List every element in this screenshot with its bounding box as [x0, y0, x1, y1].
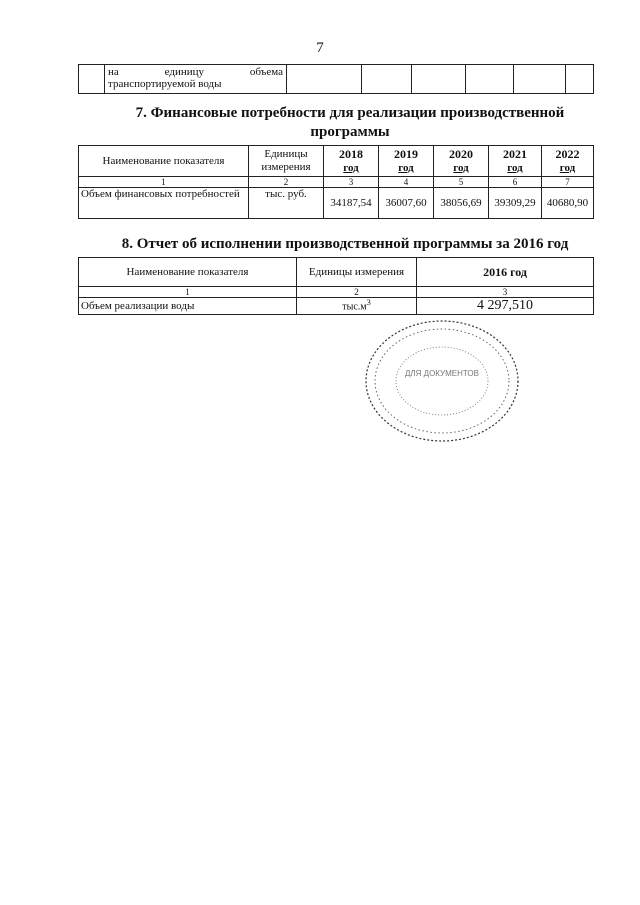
column-header-year: 2019 год — [379, 146, 434, 177]
column-header-name: Наименование показателя — [79, 258, 297, 287]
row-value: 39309,29 — [489, 188, 542, 219]
column-number: 2 — [297, 287, 417, 298]
column-number: 6 — [489, 177, 542, 188]
section7-title: 7. Финансовые потребности для реализации производственной программы — [135, 105, 565, 140]
column-number: 3 — [324, 177, 379, 188]
table-row — [79, 298, 594, 315]
section8-title: 8. Отчет об исполнении производственной программы за 2016 год — [121, 236, 569, 252]
row-value: 4 297,510 — [417, 298, 594, 315]
table-cell — [566, 65, 594, 94]
column-number: 3 — [417, 287, 594, 298]
column-header-unit: Единицы измерения — [297, 258, 417, 287]
column-header-name: Наименование показателя — [79, 146, 249, 177]
table-cell — [287, 65, 362, 94]
official-stamp — [362, 318, 522, 444]
row-name: Объем финансовых потребностей — [79, 188, 249, 219]
row-unit: $тыс.м^3$ — [297, 298, 417, 315]
column-number-row — [79, 177, 594, 188]
stamp-text: ДЛЯ ДОКУМЕНТОВ — [404, 369, 480, 378]
column-number: 7 — [542, 177, 594, 188]
row-unit: тыс. руб. — [249, 188, 324, 219]
column-number: 4 — [379, 177, 434, 188]
table-cell — [412, 65, 466, 94]
table-cell — [79, 65, 105, 94]
column-number: 1 — [79, 287, 297, 298]
row-value: 40680,90 — [542, 188, 594, 219]
column-header-value: 2016 год — [417, 258, 594, 287]
table-header-row — [79, 258, 594, 287]
row-value: 38056,69 — [434, 188, 489, 219]
column-header-year: 2021 год — [489, 146, 542, 177]
continuation-row-label: на единицу объема транспортируемой воды — [105, 65, 287, 94]
page-number: 7 — [316, 40, 324, 56]
column-header-year: 2022 год — [542, 146, 594, 177]
column-header-year: 2018 год — [324, 146, 379, 177]
column-number: 5 — [434, 177, 489, 188]
row-value: 34187,54 — [324, 188, 379, 219]
table-cell — [466, 65, 514, 94]
column-number: 1 — [79, 177, 249, 188]
column-header-unit: Единицы измерения — [249, 146, 324, 177]
column-number-row — [79, 287, 594, 298]
table-header-row — [79, 146, 594, 177]
table-row — [79, 188, 594, 219]
financial-needs-table — [78, 145, 594, 219]
column-number: 2 — [249, 177, 324, 188]
row-name: Объем реализации воды — [79, 298, 297, 315]
continuation-table — [78, 64, 594, 94]
table-cell — [362, 65, 412, 94]
program-report-table — [78, 257, 594, 315]
column-header-year: 2020 год — [434, 146, 489, 177]
row-value: 36007,60 — [379, 188, 434, 219]
table-cell — [514, 65, 566, 94]
